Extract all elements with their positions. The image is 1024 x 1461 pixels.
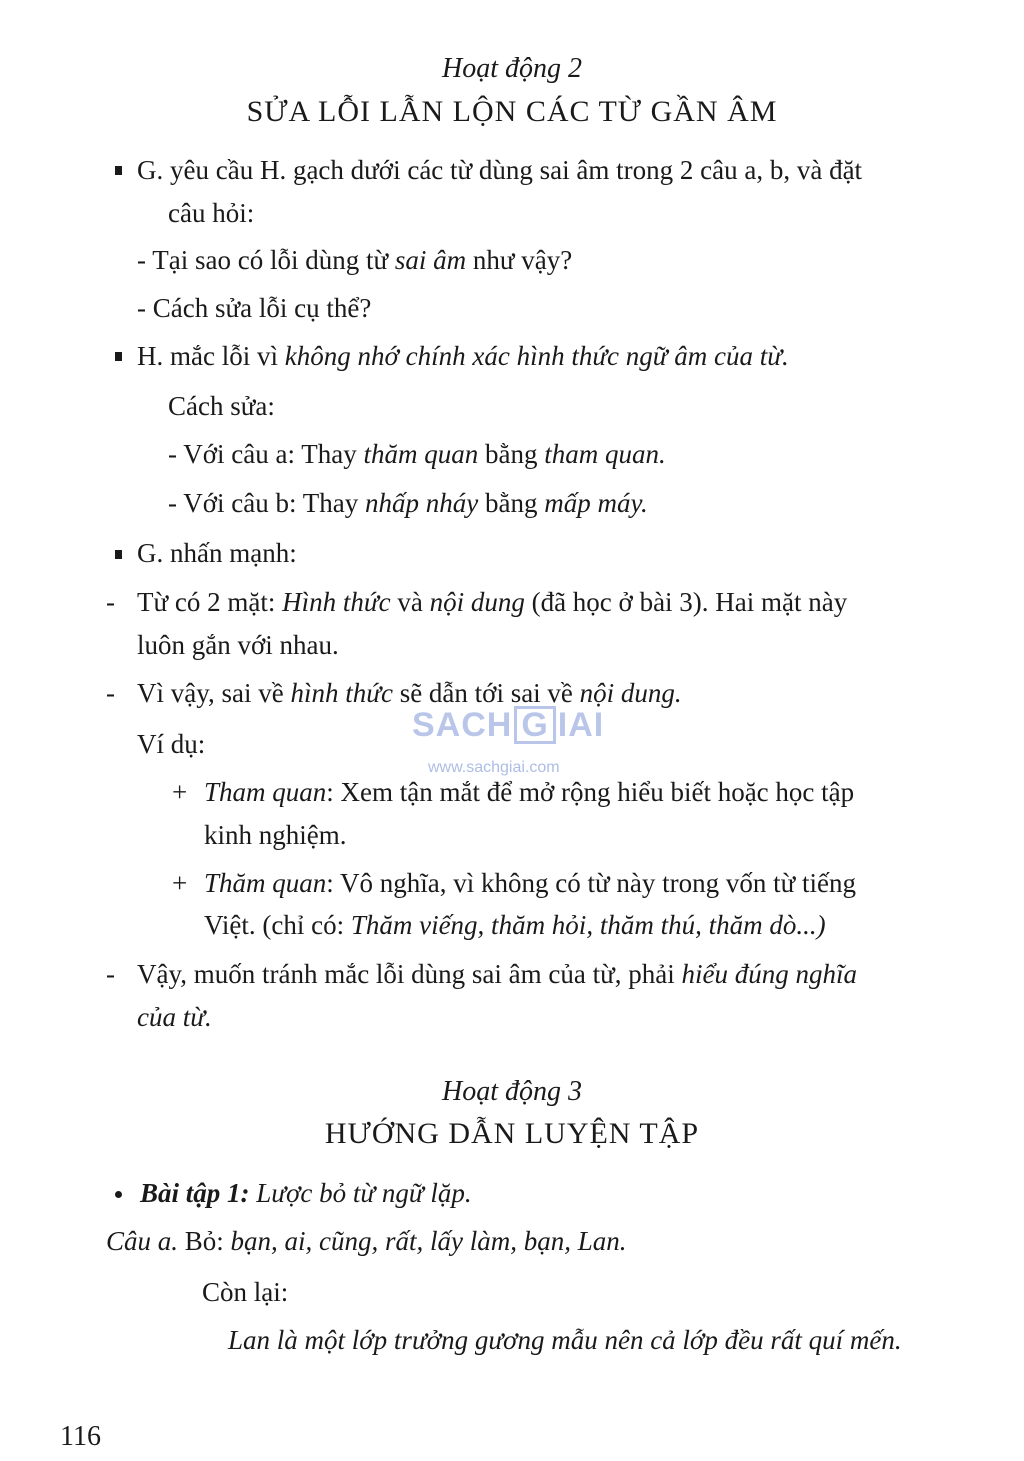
paragraph-line: Vậy, muốn tránh mắc lỗi dùng sai âm của từ, phải hiểu đúng nghĩa [137, 959, 857, 989]
bullet-dot-icon [115, 1191, 122, 1198]
plus-mark: + [172, 777, 188, 807]
paragraph-line: Vì vậy, sai về hình thức sẽ dẫn tới sai về nội dung. [137, 678, 682, 708]
section-title: HƯỚNG DẪN LUYỆN TẬP [324, 1117, 700, 1150]
paragraph-line: của từ. [137, 1002, 212, 1032]
paragraph-line: G. yêu cầu H. gạch dưới các từ dùng sai âm trong 2 câu a, b, và đặt [137, 155, 863, 185]
example-line: kinh nghiệm. [204, 820, 347, 850]
paragraph-line: Từ có 2 mặt: Hình thức và nội dung (đã học ở bài 3). Hai mặt này [137, 587, 848, 617]
example-line: Tham quan: Xem tận mắt để mở rộng hiểu biết hoặc học tập [204, 777, 855, 807]
watermark-logo: SACH G IAI [412, 706, 605, 744]
exercise-result: Lan là một lớp trưởng gương mẫu nên cả lớp đều rất quí mến. [228, 1325, 902, 1355]
page-number: 116 [60, 1421, 101, 1452]
question-line: - Tại sao có lỗi dùng từ sai âm như vậy? [137, 245, 573, 275]
plus-mark: + [172, 868, 188, 898]
section-heading: Hoạt động 3 [442, 1076, 582, 1107]
paragraph-line: G. nhấn mạnh: [137, 538, 297, 568]
bullet-square-icon [115, 352, 122, 361]
bullet-square-icon [115, 166, 122, 175]
dash-mark: - [106, 587, 115, 617]
exercise-line: Bài tập 1: Lược bỏ từ ngữ lặp. [140, 1178, 472, 1208]
exercise-line: Câu a. Bỏ: bạn, ai, cũng, rất, lấy làm, bạn, Lan. [106, 1226, 627, 1256]
paragraph-line: câu hỏi: [168, 198, 255, 228]
example-line: Thăm quan: Vô nghĩa, vì không có từ này trong vốn từ tiếng [204, 868, 856, 898]
bullet-square-icon [115, 550, 122, 559]
fix-line: - Với câu b: Thay nhấp nháy bằng mấp máy. [168, 488, 648, 518]
paragraph-line: luôn gắn với nhau. [137, 630, 339, 660]
example-line: Việt. (chỉ có: Thăm viếng, thăm hỏi, thăm thú, thăm dò...) [204, 910, 826, 940]
dash-mark: - [106, 678, 115, 708]
section-title: SỬA LỖI LẪN LỘN CÁC TỪ GẦN ÂM [246, 95, 778, 128]
dash-mark: - [106, 959, 115, 989]
exercise-line: Còn lại: [202, 1277, 289, 1307]
paragraph-line: Cách sửa: [168, 391, 275, 421]
fix-line: - Với câu a: Thay thăm quan bằng tham quan. [168, 439, 666, 469]
watermark-url: www.sachgiai.com [428, 759, 560, 776]
section-heading: Hoạt động 2 [442, 53, 582, 84]
paragraph-line: Ví dụ: [137, 729, 206, 759]
question-line: - Cách sửa lỗi cụ thể? [137, 293, 372, 323]
paragraph-line: H. mắc lỗi vì không nhớ chính xác hình thức ngữ âm của từ. [137, 341, 789, 371]
